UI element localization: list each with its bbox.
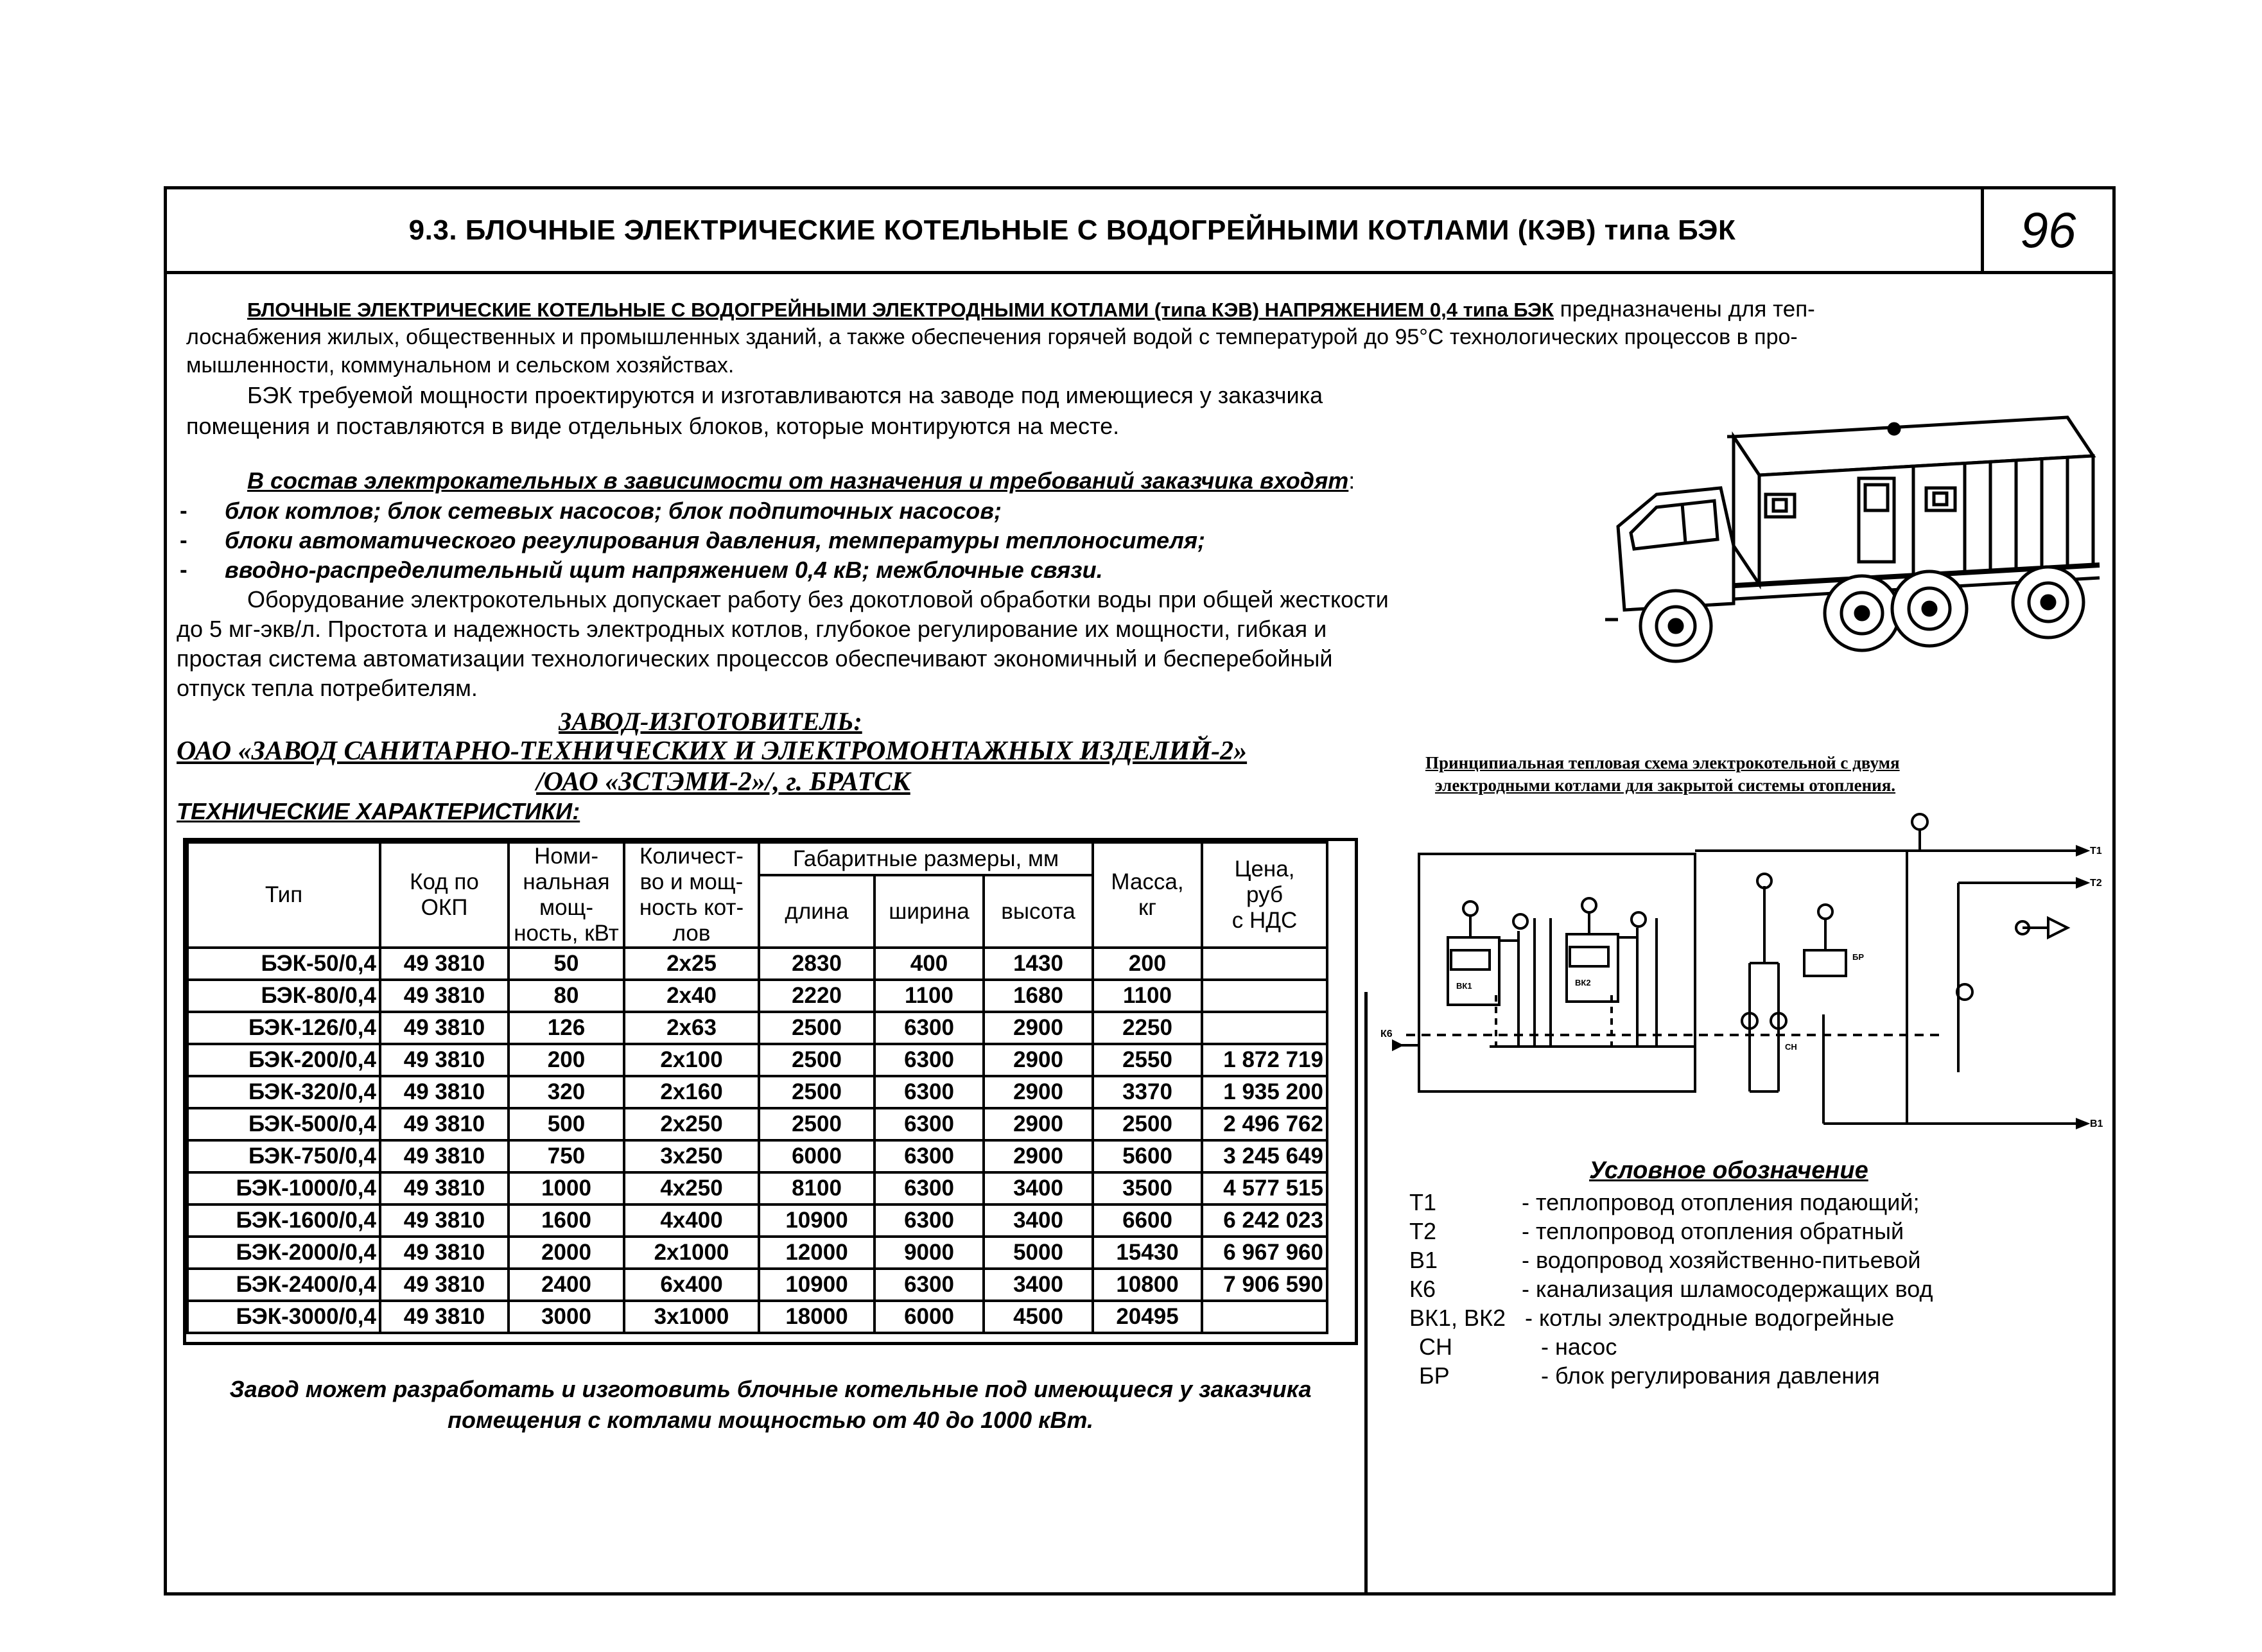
table-cell: 3400 bbox=[984, 1204, 1093, 1237]
table-cell: 2500 bbox=[759, 1012, 874, 1044]
manufacturer-name-2: /ОАО «ЗСТЭМИ-2»/, г. БРАТСК bbox=[536, 767, 910, 797]
legend-desc: - канализация шламосодержащих вод bbox=[1522, 1276, 1933, 1302]
table-cell: 6300 bbox=[874, 1140, 984, 1172]
table-cell: 2х40 bbox=[624, 980, 759, 1012]
table-cell: 2900 bbox=[984, 1076, 1093, 1108]
intro-line-1 bbox=[186, 294, 2100, 325]
composition-heading-text: В состав электрокательных в зависимости от назначения и требований заказчика входят bbox=[247, 467, 1349, 494]
table-cell: 49 3810 bbox=[380, 1044, 509, 1076]
table-cell: 49 3810 bbox=[380, 1237, 509, 1269]
intro-line-2: лоснабжения жилых, общественных и промышленных зданий, а также обеспечения горячей водой с температурой до 95°С технологических процессов в про- bbox=[186, 325, 1798, 349]
table-cell: БЭК-2000/0,4 bbox=[187, 1237, 380, 1269]
table-cell bbox=[1202, 980, 1327, 1012]
table-cell: 6300 bbox=[874, 1012, 984, 1044]
table-cell: БЭК-50/0,4 bbox=[187, 948, 380, 980]
scheme-label-b1: В1 bbox=[2090, 1118, 2103, 1129]
composition-para-2: до 5 мг-экв/л. Простота и надежность электродных котлов, глубокое регулирование их мощности, гибкая и bbox=[177, 616, 1327, 642]
table-cell: 9000 bbox=[874, 1237, 984, 1269]
table-cell: 2400 bbox=[509, 1269, 624, 1301]
page-number: 96 bbox=[1981, 189, 2112, 271]
table-cell: 126 bbox=[509, 1012, 624, 1044]
table-cell: БЭК-320/0,4 bbox=[187, 1076, 380, 1108]
legend-desc: - водопровод хозяйственно-питьевой bbox=[1522, 1247, 1921, 1273]
intro-lead: БЛОЧНЫЕ ЭЛЕКТРИЧЕСКИЕ КОТЕЛЬНЫЕ С ВОДОГРЕЙНЫМИ ЭЛЕКТРОДНЫМИ КОТЛАМИ (типа КЭВ) НАПРЯЖЕНИЕМ 0,4 типа БЭК bbox=[247, 299, 1554, 321]
composition-item-1: блок котлов; блок сетевых насосов; блок подпиточных насосов; bbox=[225, 498, 1002, 524]
table-cell: 2 496 762 bbox=[1202, 1108, 1327, 1140]
column-divider bbox=[1364, 992, 1368, 1595]
table-cell: 2900 bbox=[984, 1108, 1093, 1140]
composition-dash-1: - bbox=[180, 498, 187, 523]
table-cell: БЭК-1600/0,4 bbox=[187, 1204, 380, 1237]
composition-para-3: простая система автоматизации технологических процессов обеспечивают экономичный и бесперебойный bbox=[177, 645, 1333, 672]
table-cell: 3400 bbox=[984, 1172, 1093, 1204]
col-power: Номи- нальная мощ- ность, кВт bbox=[509, 842, 624, 948]
intro-para2-line2: помещения и поставляются в виде отдельных блоков, которые монтируются на месте. bbox=[186, 413, 1120, 439]
table-cell: 3000 bbox=[509, 1301, 624, 1333]
table-cell: 6 242 023 bbox=[1202, 1204, 1327, 1237]
scheme-label-t2: Т2 bbox=[2090, 878, 2102, 889]
table-cell: 6000 bbox=[874, 1301, 984, 1333]
table-cell: 400 bbox=[874, 948, 984, 980]
composition-item-3: вводно-распределительный щит напряжением 0,4 кВ; межблочные связи. bbox=[225, 557, 1103, 583]
table-cell: 49 3810 bbox=[380, 1076, 509, 1108]
table-cell: 1680 bbox=[984, 980, 1093, 1012]
table-cell: 12000 bbox=[759, 1237, 874, 1269]
scheme-label-vk2: ВК2 bbox=[1575, 978, 1591, 987]
legend-code: БР bbox=[1419, 1362, 1450, 1389]
table-cell: 3х250 bbox=[624, 1140, 759, 1172]
table-cell: 20495 bbox=[1093, 1301, 1202, 1333]
composition-heading bbox=[247, 465, 1596, 496]
table-cell: БЭК-500/0,4 bbox=[187, 1108, 380, 1140]
table-cell: 49 3810 bbox=[380, 1301, 509, 1333]
legend-desc: - блок регулирования давления bbox=[1541, 1362, 1880, 1389]
table-cell: 6300 bbox=[874, 1108, 984, 1140]
title-bar bbox=[167, 189, 2112, 274]
table-cell: БЭК-200/0,4 bbox=[187, 1044, 380, 1076]
table-cell: 2х160 bbox=[624, 1076, 759, 1108]
table-cell: 10900 bbox=[759, 1269, 874, 1301]
table-row bbox=[187, 980, 1327, 1012]
table-cell: 2830 bbox=[759, 948, 874, 980]
table-cell: 2500 bbox=[759, 1108, 874, 1140]
composition-item-2: блоки автоматического регулирования давления, температуры теплоносителя; bbox=[225, 527, 1206, 553]
legend-title: Условное обозначение bbox=[1589, 1157, 1868, 1184]
composition-para-1: Оборудование электрокотельных допускает работу без докотловой обработки воды при общей жесткости bbox=[247, 586, 1389, 613]
table-cell: 1 935 200 bbox=[1202, 1076, 1327, 1108]
table-cell: 2220 bbox=[759, 980, 874, 1012]
legend-code: СН bbox=[1419, 1334, 1452, 1360]
table-cell: 2х250 bbox=[624, 1108, 759, 1140]
table-cell: 4500 bbox=[984, 1301, 1093, 1333]
table-cell: 1100 bbox=[874, 980, 984, 1012]
table-cell bbox=[1202, 948, 1327, 980]
table-cell: 6300 bbox=[874, 1044, 984, 1076]
table-cell: 80 bbox=[509, 980, 624, 1012]
scheme-label-br: БР bbox=[1852, 952, 1865, 962]
truck-illustration bbox=[1605, 398, 2106, 668]
table-row bbox=[187, 1012, 1327, 1044]
table-cell: 3500 bbox=[1093, 1172, 1202, 1204]
table-cell: 2000 bbox=[509, 1237, 624, 1269]
table-cell: 6х400 bbox=[624, 1269, 759, 1301]
composition-para-4: отпуск тепла потребителям. bbox=[177, 675, 478, 701]
footnote-line-1: Завод может разработать и изготовить блочные котельные под имеющиеся у заказчика bbox=[229, 1376, 1312, 1402]
table-cell: 49 3810 bbox=[380, 1269, 509, 1301]
table-cell bbox=[1202, 1012, 1327, 1044]
table-cell: 49 3810 bbox=[380, 1108, 509, 1140]
col-mass: Масса, кг bbox=[1093, 842, 1202, 948]
table-cell: 1 872 719 bbox=[1202, 1044, 1327, 1076]
table-row bbox=[187, 1076, 1327, 1108]
manufacturer-label: ЗАВОД-ИЗГОТОВИТЕЛЬ: bbox=[559, 707, 862, 736]
table-cell: 6 967 960 bbox=[1202, 1237, 1327, 1269]
table-row bbox=[187, 1237, 1327, 1269]
intro-line-3: мышленности, коммунальном и сельском хозяйствах. bbox=[186, 353, 735, 378]
table-cell: 1000 bbox=[509, 1172, 624, 1204]
table-cell: 3х1000 bbox=[624, 1301, 759, 1333]
table-cell: 49 3810 bbox=[380, 1172, 509, 1204]
legend-code: К6 bbox=[1409, 1276, 1436, 1302]
table-cell: 49 3810 bbox=[380, 1140, 509, 1172]
table-row bbox=[187, 1269, 1327, 1301]
table-cell: 2х1000 bbox=[624, 1237, 759, 1269]
table-row bbox=[187, 1301, 1327, 1333]
table-row bbox=[187, 1108, 1327, 1140]
intro-para2-line1: БЭК требуемой мощности проектируются и изготавливаются на заводе под имеющиеся у заказчика bbox=[247, 382, 1323, 408]
table-cell: 15430 bbox=[1093, 1237, 1202, 1269]
table-cell: 6000 bbox=[759, 1140, 874, 1172]
table-cell: БЭК-80/0,4 bbox=[187, 980, 380, 1012]
table-row bbox=[187, 1204, 1327, 1237]
table-cell: 6600 bbox=[1093, 1204, 1202, 1237]
legend-desc: - котлы электродные водогрейные bbox=[1525, 1305, 1895, 1331]
legend-code: Т2 bbox=[1409, 1218, 1437, 1244]
composition-heading-colon: : bbox=[1348, 467, 1355, 494]
table-cell: 500 bbox=[509, 1108, 624, 1140]
table-cell: БЭК-2400/0,4 bbox=[187, 1269, 380, 1301]
table-cell: 10900 bbox=[759, 1204, 874, 1237]
table-cell: 6300 bbox=[874, 1076, 984, 1108]
table-cell: 18000 bbox=[759, 1301, 874, 1333]
table-cell: 2500 bbox=[759, 1076, 874, 1108]
scheme-label-k6: К6 bbox=[1380, 1029, 1393, 1039]
heating-scheme-diagram bbox=[1380, 803, 2112, 1162]
table-cell: 10800 bbox=[1093, 1269, 1202, 1301]
table-cell: 1100 bbox=[1093, 980, 1202, 1012]
diagram-caption-2: электродными котлами для закрытой системы отопления. bbox=[1435, 776, 1896, 795]
table-cell: 5000 bbox=[984, 1237, 1093, 1269]
col-dims: Габаритные размеры, мм bbox=[759, 842, 1093, 875]
table-row bbox=[187, 948, 1327, 980]
table-cell: 3 245 649 bbox=[1202, 1140, 1327, 1172]
table-cell: БЭК-126/0,4 bbox=[187, 1012, 380, 1044]
table-cell: 750 bbox=[509, 1140, 624, 1172]
scheme-label-sn: СН bbox=[1785, 1042, 1797, 1052]
col-width: ширина bbox=[874, 875, 984, 948]
col-type: Тип bbox=[187, 842, 380, 948]
table-cell: 200 bbox=[509, 1044, 624, 1076]
table-cell: 4х250 bbox=[624, 1172, 759, 1204]
table-cell: 5600 bbox=[1093, 1140, 1202, 1172]
table-cell: 1600 bbox=[509, 1204, 624, 1237]
table-cell: 320 bbox=[509, 1076, 624, 1108]
intro-lead-rest: предназначены для теп- bbox=[1553, 297, 1815, 322]
col-okp: Код по ОКП bbox=[380, 842, 509, 948]
spec-table bbox=[186, 841, 1328, 1334]
table-cell: БЭК-750/0,4 bbox=[187, 1140, 380, 1172]
footnote-line-2: помещения с котлами мощностью от 40 до 1000 кВт. bbox=[448, 1407, 1093, 1433]
diagram-caption-1: Принципиальная тепловая схема электрокотельной с двумя bbox=[1425, 753, 1900, 772]
manufacturer-name-1: ОАО «ЗАВОД САНИТАРНО-ТЕХНИЧЕСКИХ И ЭЛЕКТРОМОНТАЖНЫХ ИЗДЕЛИЙ-2» bbox=[177, 736, 1248, 766]
table-cell: 2500 bbox=[759, 1044, 874, 1076]
table-cell: БЭК-3000/0,4 bbox=[187, 1301, 380, 1333]
scheme-label-vk1: ВК1 bbox=[1456, 981, 1472, 991]
table-cell: 6300 bbox=[874, 1172, 984, 1204]
legend-desc: - насос bbox=[1541, 1334, 1617, 1360]
table-cell: 2х25 bbox=[624, 948, 759, 980]
table-cell: 3370 bbox=[1093, 1076, 1202, 1108]
table-cell: 8100 bbox=[759, 1172, 874, 1204]
table-cell: 6300 bbox=[874, 1269, 984, 1301]
table-cell: 6300 bbox=[874, 1204, 984, 1237]
table-cell: 1430 bbox=[984, 948, 1093, 980]
table-cell: 2550 bbox=[1093, 1044, 1202, 1076]
composition-dash-3: - bbox=[180, 557, 187, 582]
table-row bbox=[187, 1172, 1327, 1204]
table-cell: 200 bbox=[1093, 948, 1202, 980]
legend-desc: - теплопровод отопления подающий; bbox=[1522, 1189, 1920, 1215]
table-cell: 4х400 bbox=[624, 1204, 759, 1237]
col-length: длина bbox=[759, 875, 874, 948]
table-cell: БЭК-1000/0,4 bbox=[187, 1172, 380, 1204]
col-height: высота bbox=[984, 875, 1093, 948]
legend-code: ВК1, ВК2 bbox=[1409, 1305, 1506, 1331]
table-cell: 2500 bbox=[1093, 1108, 1202, 1140]
table-cell: 49 3810 bbox=[380, 1012, 509, 1044]
table-cell: 50 bbox=[509, 948, 624, 980]
table-cell: 2900 bbox=[984, 1012, 1093, 1044]
table-row bbox=[187, 1140, 1327, 1172]
table-cell: 2900 bbox=[984, 1140, 1093, 1172]
col-count: Количест- во и мощ- ность кот- лов bbox=[624, 842, 759, 948]
col-price: Цена, руб с НДС bbox=[1202, 842, 1327, 948]
table-cell: 2х100 bbox=[624, 1044, 759, 1076]
table-cell: 2250 bbox=[1093, 1012, 1202, 1044]
table-cell: 49 3810 bbox=[380, 1204, 509, 1237]
table-cell bbox=[1202, 1301, 1327, 1333]
specs-heading: ТЕХНИЧЕСКИЕ ХАРАКТЕРИСТИКИ: bbox=[177, 798, 580, 824]
table-cell: 2х63 bbox=[624, 1012, 759, 1044]
table-cell: 7 906 590 bbox=[1202, 1269, 1327, 1301]
table-row bbox=[187, 1044, 1327, 1076]
legend-code: В1 bbox=[1409, 1247, 1438, 1273]
table-cell: 2900 bbox=[984, 1044, 1093, 1076]
legend-desc: - теплопровод отопления обратный bbox=[1522, 1218, 1904, 1244]
scheme-label-t1: Т1 bbox=[2090, 846, 2102, 856]
legend-code: Т1 bbox=[1409, 1189, 1437, 1215]
table-cell: 49 3810 bbox=[380, 980, 509, 1012]
table-cell: 3400 bbox=[984, 1269, 1093, 1301]
table-cell: 49 3810 bbox=[380, 948, 509, 980]
page-title: 9.3. БЛОЧНЫЕ ЭЛЕКТРИЧЕСКИЕ КОТЕЛЬНЫЕ С ВОДОГРЕЙНЫМИ КОТЛАМИ (КЭВ) типа БЭК bbox=[408, 214, 1736, 246]
table-cell: 4 577 515 bbox=[1202, 1172, 1327, 1204]
composition-dash-2: - bbox=[180, 528, 187, 553]
